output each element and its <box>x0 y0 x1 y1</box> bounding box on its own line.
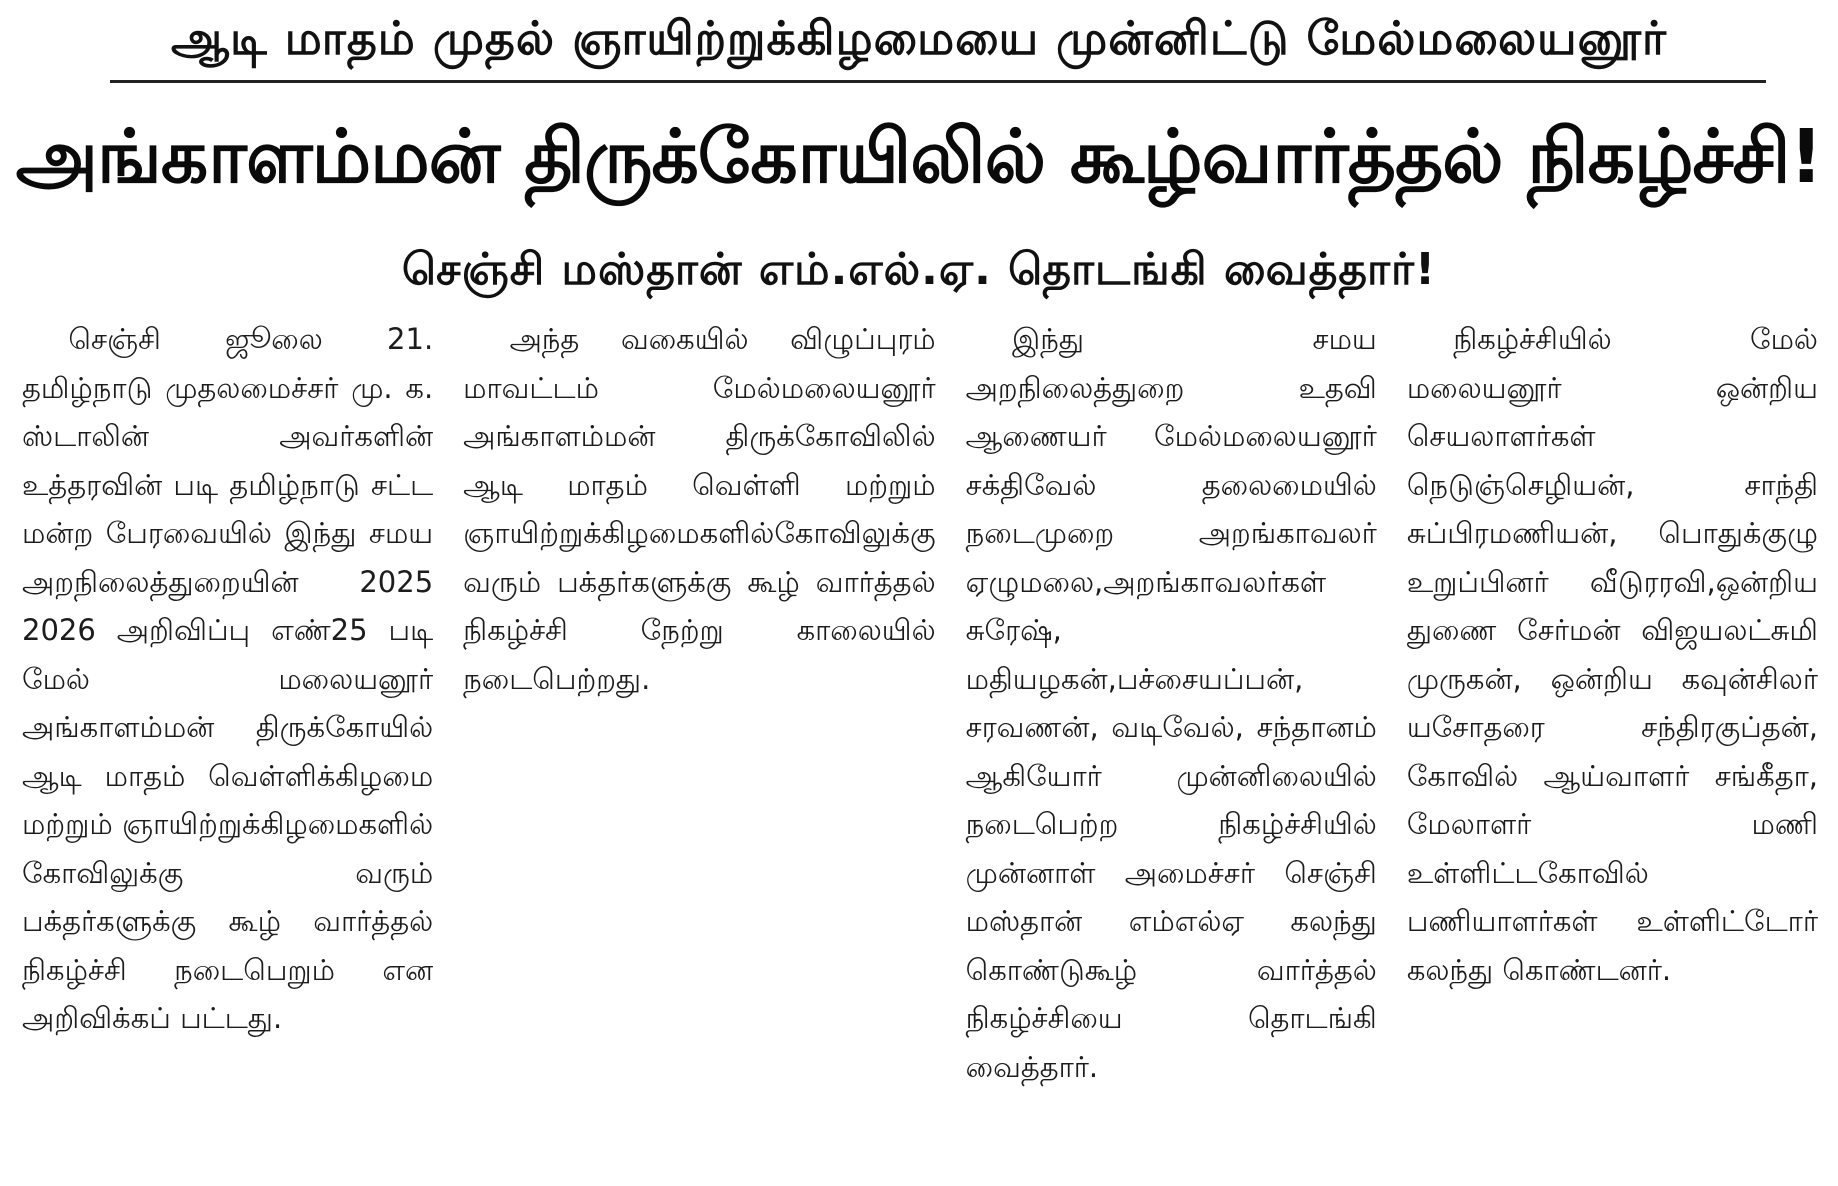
subheadline: செஞ்சி மஸ்தான் எம்.எல்.ஏ. தொடங்கி வைத்தார்! <box>401 244 1437 295</box>
article-column-2 <box>463 315 935 1091</box>
article-paragraph-4: நிகழ்ச்சியில் மேல் மலையனூர் ஒன்றிய செயலாளர்கள் நெடுஞ்செழியன், சாந்தி சுப்பிரமணியன், பொதுக்குழு உறுப்பினர் வீடுரரவி,ஒன்றிய துணை சேர்மன் விஜயலட்சுமி முருகன், ஒன்றிய கவுன்சிலர் யசோதரை சந்திரகுப்தன், கோவில் ஆய்வாளர் சங்கீதா, மேலாளர் மணி உள்ளிட்டகோவில் பணியாளர்கள் உள்ளிட்டோர் கலந்து கொண்டனர். <box>1406 322 1818 987</box>
headline: அங்காளம்மன் திருக்கோயிலில் கூழ்வார்த்தல் நிகழ்ச்சி! <box>15 114 1823 200</box>
article-paragraph-1: செஞ்சி ஜூலை 21. தமிழ்நாடு முதலமைச்சர் மு. க. ஸ்டாலின் அவர்களின் உத்தரவின் படி தமிழ்நாடு சட்ட மன்ற பேரவையில் இந்து சமய அறநிலைத்துறையின் 2025 2026 அறிவிப்பு எண்25 படி மேல் மலையனூர் அங்காளம்மன் திருக்கோயில் ஆடி மாதம் வெள்ளிக்கிழமை மற்றும் ஞாயிற்றுக்கிழமைகளில் கோவிலுக்கு வரும் பக்தர்களுக்கு கூழ் வார்த்தல் நிகழ்ச்சி நடைபெறும் என அறிவிக்கப் பட்டது. <box>22 322 434 1035</box>
article-body <box>14 315 1824 1091</box>
article-paragraph-3: இந்து சமய அறநிலைத்துறை உதவி ஆணையர் மேல்மலையனூர் சக்திவேல் தலைமையில் நடைமுறை அறங்காவலர் ஏழுமலை,அறங்காவலர்கள் சுரேஷ், மதியழகன்,பச்சையப்பன், சரவணன், வடிவேல், சந்தானம் ஆகியோர் முன்னிலையில் நடைபெற்ற நிகழ்ச்சியில் முன்னாள் அமைச்சர் செஞ்சி மஸ்தான் எம்எல்ஏ கலந்து கொண்டுகூழ் வார்த்தல் நிகழ்ச்சியை தொடங்கி வைத்தார். <box>965 322 1377 1084</box>
article-column-3 <box>966 315 1377 1091</box>
article-column-4 <box>1407 315 1818 1091</box>
article-paragraph-2: அந்த வகையில் விழுப்புரம் மாவட்டம் மேல்மலையனூர் அங்காளம்மன் திருக்கோவிலில் ஆடி மாதம் வெள்ளி மற்றும் ஞாயிற்றுக்கிழமைகளில்கோவிலுக்கு வரும் பக்தர்களுக்கு கூழ் வார்த்தல் நிகழ்ச்சி நேற்று காலையில் நடைபெற்றது. <box>463 322 936 696</box>
article-column-1 <box>22 315 433 1091</box>
kicker-line: ஆடி மாதம் முதல் ஞாயிற்றுக்கிழமையை முன்னிட்டு மேல்மலையனூர் <box>170 11 1667 65</box>
